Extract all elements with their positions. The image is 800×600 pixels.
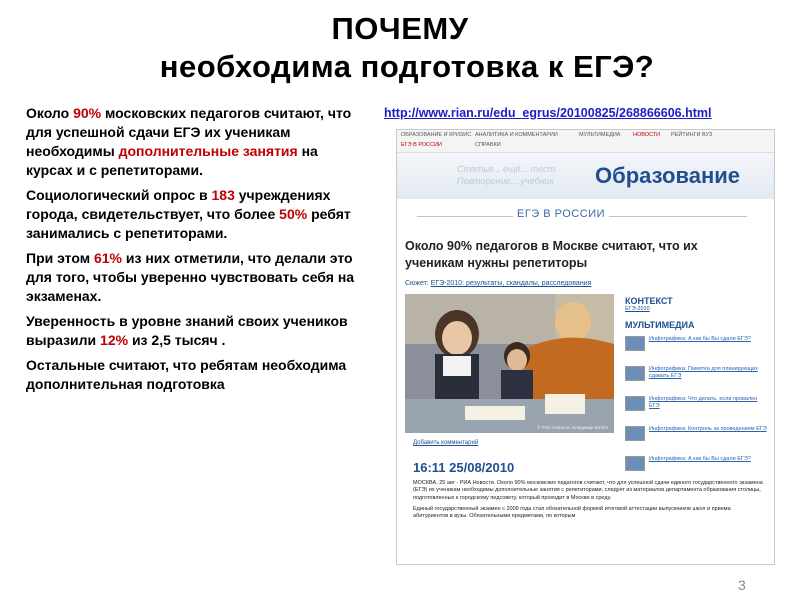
p1-text-2: московских педагогов считают, что для успешной сдачи ЕГЭ их ученикам необходимы: [26, 105, 352, 159]
multimedia-item[interactable]: [625, 336, 770, 366]
paragraph-3: [26, 249, 356, 306]
multimedia-header: МУЛЬТИМЕДИА: [625, 320, 695, 330]
p3-highlight-percent: 61%: [93, 250, 122, 266]
paragraph-2: [26, 186, 356, 243]
banner-scribble: Статья... ещё... тест. Повторение... учебник: [457, 164, 558, 186]
site-banner: [397, 153, 774, 199]
multimedia-item[interactable]: [625, 396, 770, 426]
paragraph-4: [26, 312, 356, 350]
add-comment-link[interactable]: Добавить комментарий: [413, 440, 479, 446]
infographic-thumbnail: [625, 396, 645, 411]
nav-item[interactable]: АНАЛИТИКА И КОММЕНТАРИИ: [475, 132, 558, 138]
nav-item[interactable]: МУЛЬТИМЕДИА: [579, 132, 621, 138]
p2-text: Социологический опрос в: [26, 187, 212, 203]
news-page-screenshot: [396, 129, 775, 565]
p2-highlight-percent: 50%: [279, 206, 308, 222]
article-paragraph: Единый государственный экзамен с 2009 года стал обязательной формой итоговой аттестации выпускников школ и приема абитуриентов в вузы. Обязательными предметами, по которым: [413, 505, 731, 520]
multimedia-item[interactable]: [625, 426, 770, 456]
context-link[interactable]: ЕГЭ-2010: [625, 306, 650, 312]
story-label: Сюжет:: [405, 280, 431, 287]
nav-item[interactable]: ОБРАЗОВАНИЕ И КРИЗИС: [401, 132, 472, 138]
title-line-2: необходима подготовка к ЕГЭ?: [159, 49, 655, 84]
infographic-thumbnail: [625, 366, 645, 381]
context-header: КОНТЕКСТ: [625, 296, 673, 306]
sidebar: [625, 296, 770, 486]
article-datetime: 16:11 25/08/2010: [413, 460, 515, 475]
story-line: [405, 280, 591, 287]
multimedia-item-link[interactable]: Инфографика: А как бы Вы сдали ЕГЭ?: [649, 336, 751, 342]
p4-text-2: из 2,5 тысяч .: [128, 332, 226, 348]
section-header: [397, 204, 774, 228]
article-photo: [405, 294, 614, 433]
left-text-block: [26, 104, 356, 400]
nav-item[interactable]: СПРАВКИ: [475, 142, 501, 148]
p1-text-3: на курсах и с репетиторами.: [26, 143, 318, 178]
nav-item[interactable]: ЕГЭ В РОССИИ: [401, 142, 443, 148]
p3-text-2: из них отметили, что делали это для того, чтобы уверенно чувствовать себя на экзаменах.: [26, 250, 355, 304]
banner-title: Образование: [595, 163, 740, 188]
classroom-photo-image: [405, 294, 614, 433]
slide-title: [0, 10, 800, 86]
multimedia-item-link[interactable]: Инфографика: Что делать, если провален ЕГЭ: [649, 396, 758, 409]
site-top-nav: [397, 130, 774, 153]
p2-text-3: ребят занимались с репетиторами.: [26, 206, 351, 241]
article-paragraph: МОСКВА, 25 авг - РИА Новости. Около 90% московских педагогов считают, что для успешной сдачи единого государственного экзамена (ЕГЭ) их ученикам необходимы дополнительные занятия с репетиторами, следует из материалов департамента образования столицы, подготовленных к городскому педсовету, который проходит в Москве в среду.: [413, 480, 763, 501]
story-link[interactable]: ЕГЭ-2010: результаты, скандалы, расследования: [430, 280, 592, 287]
source-url-link[interactable]: http://www.rian.ru/edu_egrus/20100825/268866606.html: [384, 106, 712, 120]
multimedia-item[interactable]: [625, 366, 770, 396]
section-label: ЕГЭ В РОССИИ: [513, 208, 609, 220]
title-line-1: ПОЧЕМУ: [331, 11, 469, 46]
nav-item[interactable]: НОВОСТИ: [633, 132, 661, 138]
photo-credit: © РИА Новости. Владимир Вятkin: [537, 425, 608, 430]
nav-item[interactable]: РЕЙТИНГИ ВУЗ: [671, 132, 713, 138]
p4-text: Уверенность в уровне знаний своих учеников выразили: [26, 313, 348, 348]
p4-highlight-percent: 12%: [100, 332, 129, 348]
p1-text: Около: [26, 105, 74, 121]
infographic-thumbnail: [625, 336, 645, 351]
multimedia-item-link[interactable]: Инфографика: А как бы Вы сдали ЕГЭ?: [649, 456, 751, 462]
page-number: 3: [738, 577, 746, 593]
multimedia-item-link[interactable]: Инфографика: Контроль за проведением ЕГЭ: [649, 426, 767, 432]
article-body: [413, 480, 763, 524]
paragraph-5: Остальные считают, что ребятам необходима дополнительная подготовка: [26, 357, 347, 392]
infographic-thumbnail: [625, 426, 645, 441]
paragraph-1: [26, 104, 356, 180]
p2-text-2: учреждениях города, свидетельствует, что более: [26, 187, 331, 222]
p1-highlight-percent: 90%: [73, 105, 102, 121]
p3-text: При этом: [26, 250, 94, 266]
infographic-thumbnail: [625, 456, 645, 471]
p2-highlight-count: 183: [211, 187, 235, 203]
article-headline[interactable]: Около 90% педагогов в Москве считают, что их ученикам нужны репетиторы: [405, 239, 698, 270]
multimedia-item-link[interactable]: Инфографика: Памятка для планирующих сдавать ЕГЭ: [649, 366, 758, 379]
p1-highlight-phrase: дополнительные занятия: [118, 143, 298, 159]
